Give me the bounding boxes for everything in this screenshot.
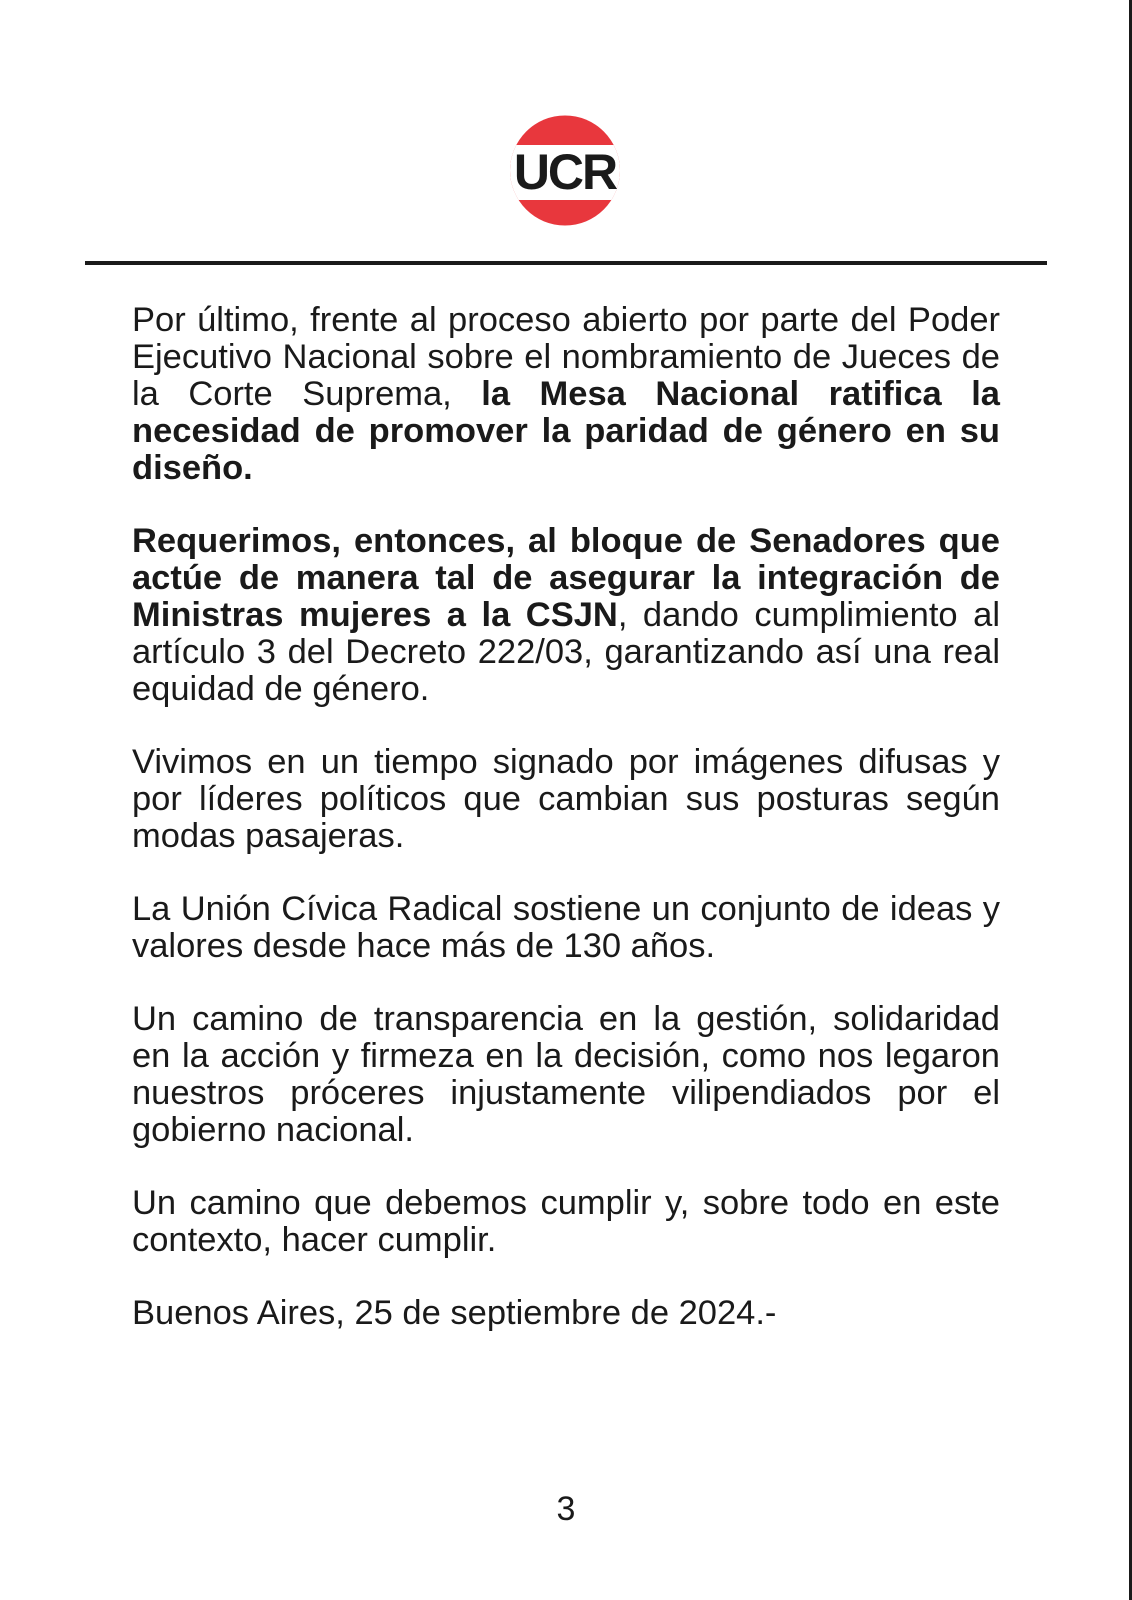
paragraph-emphasis: la Mesa Nacional ratifica la necesidad de promover la paridad de género en su diseño.	[132, 375, 1000, 487]
paragraph-text: Por último, frente al proceso abierto por parte del Poder Ejecutivo Nacional sobre el nombramiento de Jueces de la Corte Suprema,	[132, 301, 1000, 413]
paragraph-path-fulfill: Un camino que debemos cumplir y, sobre todo en este contexto, hacer cumplir.	[132, 1184, 1000, 1259]
paragraph-senate-request	[132, 523, 1000, 708]
statement-body	[132, 302, 1000, 1368]
page-number: 3	[556, 1490, 576, 1528]
paragraph-text: , dando cumplimiento al artículo 3 del Decreto 222/03, garantizando así una real equidad de género.	[132, 596, 1000, 708]
paragraph-times: Vivimos en un tiempo signado por imágenes difusas y por líderes políticos que cambian sus posturas según modas pasajeras.	[132, 743, 1000, 855]
paragraph-ucr-values: La Unión Cívica Radical sostiene un conjunto de ideas y valores desde hace más de 130 años.	[132, 890, 1000, 965]
header-divider	[85, 261, 1047, 265]
paragraph-gender-parity	[132, 302, 1000, 487]
ucr-logo	[510, 113, 620, 228]
paragraph-emphasis: Requerimos, entonces, al bloque de Senadores que actúe de manera tal de asegurar la integración de Ministras mujeres a la CSJN	[132, 522, 1000, 634]
date-line: Buenos Aires, 25 de septiembre de 2024.-	[132, 1294, 777, 1332]
paragraph-path-transparency: Un camino de transparencia en la gestión, solidaridad en la acción y firmeza en la decisión, como nos legaron nuestros próceres injustamente vilipendiados por el gobierno nacional.	[132, 1000, 1000, 1149]
logo-text: UCR	[513, 144, 617, 200]
